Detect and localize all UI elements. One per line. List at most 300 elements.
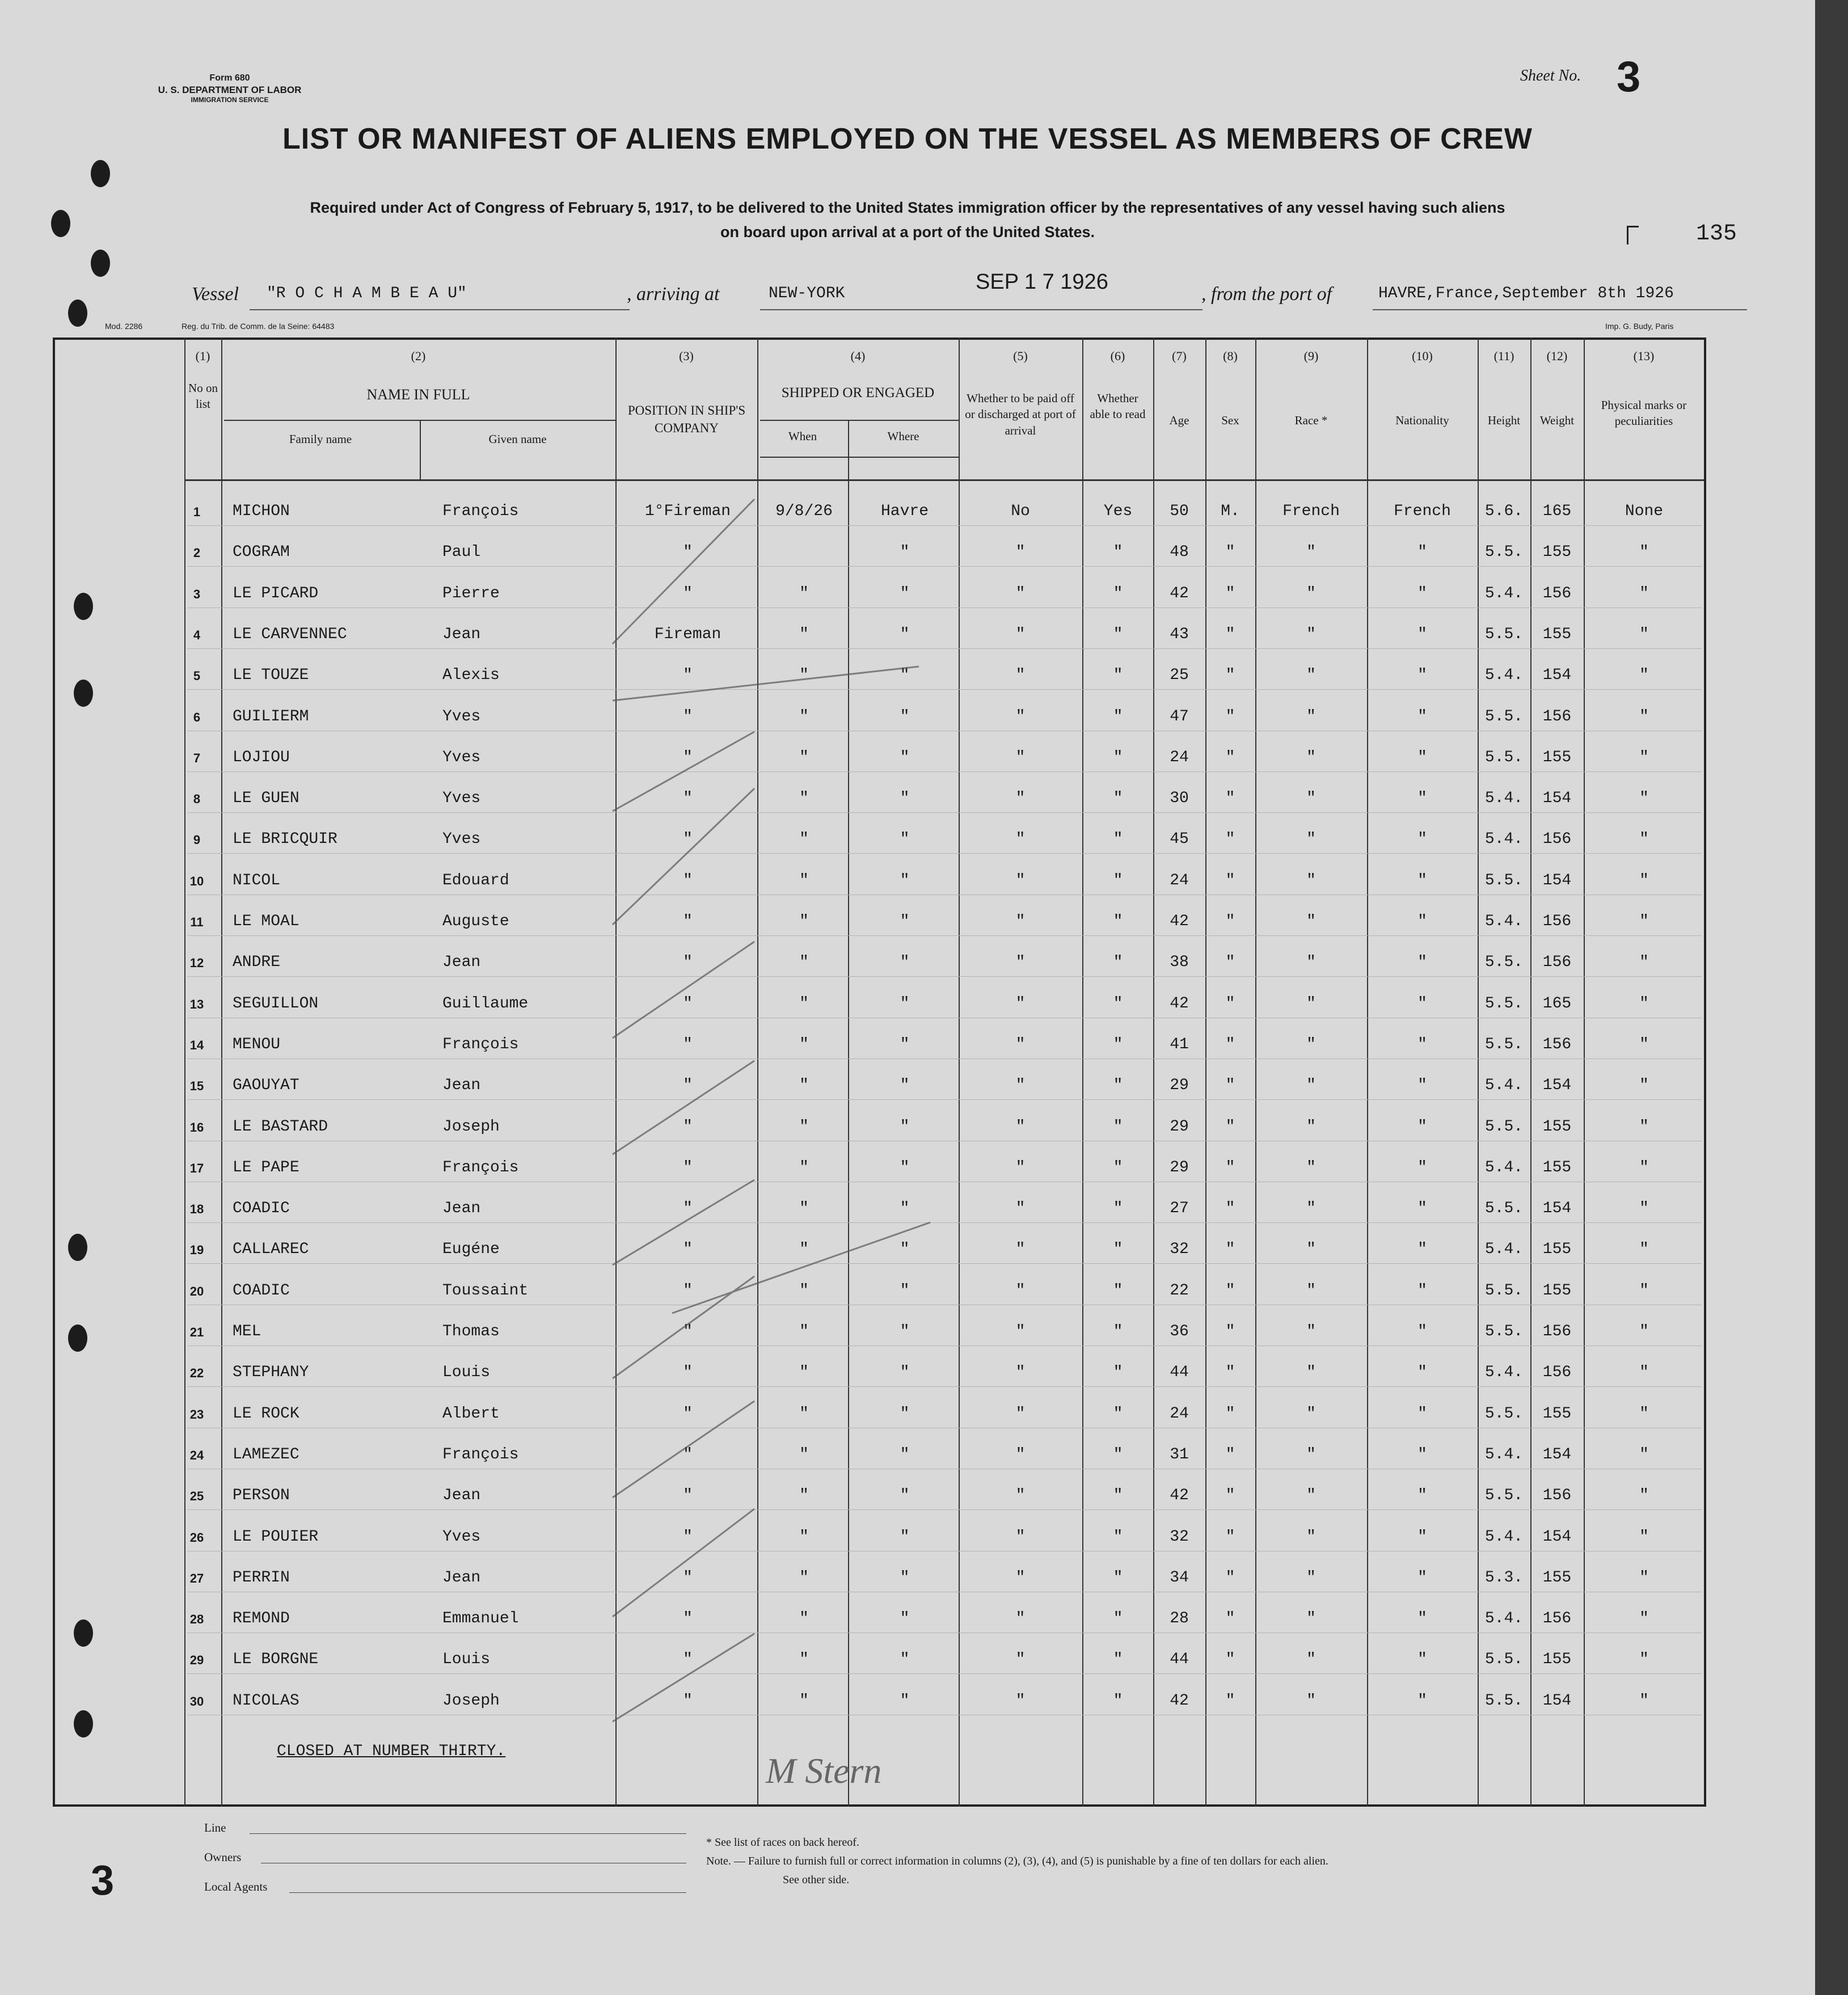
row-nationality: " — [1417, 1528, 1427, 1546]
row-age: 30 — [1170, 790, 1189, 808]
row-physical-marks: " — [1639, 543, 1649, 562]
row-position: " — [683, 994, 693, 1013]
row-given-name: Joseph — [442, 1692, 500, 1710]
row-number: 21 — [189, 1325, 204, 1339]
row-nationality: " — [1417, 1651, 1427, 1669]
row-race: " — [1306, 1610, 1316, 1628]
row-height: 5.5. — [1484, 707, 1524, 726]
row-number: 4 — [193, 627, 201, 642]
row-family-name: GAOUYAT — [233, 1077, 299, 1095]
row-family-name: LE MOAL — [233, 913, 299, 930]
row-sex: " — [1225, 830, 1235, 849]
row-physical-marks: " — [1639, 1487, 1649, 1505]
row-weight: 156 — [1542, 954, 1572, 972]
row-physical-marks: " — [1639, 1077, 1649, 1095]
row-age: 38 — [1170, 954, 1189, 972]
row-sex: " — [1225, 1241, 1235, 1259]
row-able-to-read: " — [1113, 1241, 1123, 1259]
row-able-to-read: " — [1113, 625, 1123, 643]
row-family-name: COADIC — [233, 1200, 290, 1218]
row-sex: " — [1225, 584, 1235, 602]
row-age: 29 — [1170, 1158, 1189, 1176]
row-given-name: Jean — [442, 1568, 481, 1587]
row-age: 34 — [1170, 1568, 1189, 1587]
row-height: 5.4. — [1484, 584, 1524, 602]
row-given-name: Louis — [442, 1364, 491, 1382]
row-height: 5.4. — [1484, 667, 1524, 685]
row-paid-off: " — [1015, 1035, 1026, 1053]
row-nationality: " — [1417, 830, 1427, 849]
row-age: 29 — [1170, 1117, 1189, 1136]
row-position: " — [683, 954, 693, 972]
col9-number: (9) — [1303, 349, 1319, 363]
row-able-to-read: " — [1113, 1281, 1123, 1300]
col7-number: (7) — [1172, 349, 1187, 363]
row-number: 14 — [189, 1037, 204, 1052]
row-weight: 154 — [1542, 1692, 1572, 1710]
row-weight: 165 — [1542, 994, 1572, 1013]
line-label: Line — [204, 1821, 226, 1834]
row-paid-off: " — [1015, 584, 1026, 602]
row-number: 19 — [189, 1243, 204, 1258]
row-age: 36 — [1170, 1323, 1189, 1340]
col12-number: (12) — [1546, 349, 1568, 363]
row-height: 5.4. — [1484, 913, 1524, 930]
row-sex: " — [1225, 1200, 1235, 1218]
row-shipped-when: " — [799, 748, 809, 766]
signature: M Stern — [766, 1751, 882, 1791]
row-position: " — [683, 584, 693, 602]
row-able-to-read: " — [1113, 830, 1123, 849]
row-shipped-when: " — [799, 625, 809, 643]
row-age: 32 — [1170, 1528, 1189, 1546]
sheet-label: Sheet No. — [1520, 67, 1581, 85]
row-shipped-where: " — [900, 1200, 910, 1218]
row-given-name: Alexis — [442, 667, 500, 685]
col8-number: (8) — [1223, 349, 1238, 363]
row-sex: " — [1225, 1610, 1235, 1628]
row-given-name: François — [442, 503, 519, 520]
row-height: 5.5. — [1484, 1487, 1524, 1505]
row-able-to-read: " — [1113, 1692, 1123, 1710]
row-position: " — [683, 1692, 693, 1710]
row-shipped-when: " — [799, 1281, 809, 1300]
row-shipped-where: " — [900, 1528, 910, 1546]
row-shipped-when: " — [799, 1445, 809, 1463]
row-nationality: " — [1417, 1364, 1427, 1382]
col11-number: (11) — [1493, 349, 1514, 363]
row-sex: " — [1225, 1323, 1235, 1340]
row-sex: " — [1225, 1445, 1235, 1463]
row-family-name: MENOU — [233, 1035, 281, 1053]
col12-label: Weight — [1539, 414, 1575, 427]
row-sex: " — [1225, 1158, 1235, 1176]
row-race: " — [1306, 1568, 1316, 1587]
row-given-name: Edouard — [442, 871, 509, 889]
mod-number: Mod. 2286 — [105, 322, 143, 331]
row-nationality: " — [1417, 748, 1427, 766]
page-edge — [1815, 0, 1848, 1995]
row-age: 42 — [1170, 1487, 1189, 1505]
row-number: 11 — [190, 915, 204, 929]
row-position: " — [683, 1568, 693, 1587]
row-shipped-when: " — [799, 1077, 809, 1095]
row-height: 5.5. — [1484, 543, 1524, 562]
row-able-to-read: " — [1113, 1035, 1123, 1053]
row-given-name: Jean — [442, 625, 481, 643]
row-physical-marks: " — [1639, 1323, 1649, 1340]
row-number: 22 — [189, 1366, 204, 1381]
vessel-label: Vessel — [192, 284, 239, 305]
row-shipped-where: " — [900, 1487, 910, 1505]
page-number: 135 — [1696, 221, 1737, 247]
row-able-to-read: " — [1113, 1323, 1123, 1340]
row-able-to-read: " — [1113, 994, 1123, 1013]
row-shipped-when: " — [799, 1487, 809, 1505]
row-paid-off: " — [1015, 1117, 1026, 1136]
row-nationality: " — [1417, 790, 1427, 808]
row-position: " — [683, 707, 693, 726]
row-sex: " — [1225, 1651, 1235, 1669]
row-race: " — [1306, 707, 1316, 726]
row-height: 5.3. — [1484, 1568, 1524, 1587]
race-note: * See list of races on back hereof. — [706, 1836, 859, 1849]
row-height: 5.5. — [1484, 954, 1524, 972]
row-physical-marks: " — [1639, 1651, 1649, 1669]
row-paid-off: " — [1015, 1200, 1026, 1218]
col8-label: Sex — [1221, 414, 1239, 427]
row-number: 17 — [189, 1161, 204, 1175]
row-physical-marks: " — [1639, 1692, 1649, 1710]
row-able-to-read: " — [1113, 871, 1123, 889]
row-height: 5.4. — [1484, 1364, 1524, 1382]
row-shipped-when: " — [799, 871, 809, 889]
row-number: 20 — [189, 1284, 204, 1298]
row-weight: 155 — [1542, 1404, 1572, 1423]
department-name: U. S. DEPARTMENT OF LABOR — [158, 85, 302, 95]
row-race: " — [1306, 1281, 1316, 1300]
row-position: " — [683, 1651, 693, 1669]
row-height: 5.5. — [1484, 625, 1524, 643]
row-given-name: Pierre — [442, 584, 500, 602]
printer-imprint: Imp. G. Budy, Paris — [1605, 322, 1674, 331]
row-paid-off: " — [1015, 625, 1026, 643]
row-height: 5.5. — [1484, 1117, 1524, 1136]
row-height: 5.4. — [1484, 1528, 1524, 1546]
row-physical-marks: " — [1639, 954, 1649, 972]
row-given-name: Toussaint — [442, 1281, 529, 1300]
row-nationality: " — [1417, 1568, 1427, 1587]
row-weight: 154 — [1542, 1528, 1572, 1546]
row-nationality: " — [1417, 1323, 1427, 1340]
row-height: 5.4. — [1484, 1610, 1524, 1628]
row-physical-marks: " — [1639, 748, 1649, 766]
row-number: 7 — [193, 750, 201, 765]
row-race: " — [1306, 790, 1316, 808]
row-shipped-where: " — [900, 830, 910, 849]
row-weight: 154 — [1542, 871, 1572, 889]
row-nationality: " — [1417, 913, 1427, 930]
row-position: " — [683, 1200, 693, 1218]
row-given-name: Emmanuel — [442, 1610, 519, 1628]
row-age: 50 — [1170, 503, 1189, 520]
row-physical-marks: " — [1639, 1158, 1649, 1176]
row-shipped-where: " — [900, 748, 910, 766]
given-name-label: Given name — [488, 432, 547, 446]
row-number: 26 — [189, 1530, 204, 1545]
row-position: " — [683, 830, 693, 849]
row-weight: 156 — [1542, 707, 1572, 726]
row-given-name: Yves — [442, 748, 481, 766]
row-given-name: Yves — [442, 790, 481, 808]
arrival-date-stamp: SEP 1 7 1926 — [976, 270, 1108, 294]
row-age: 24 — [1170, 748, 1189, 766]
row-able-to-read: " — [1113, 543, 1123, 562]
row-paid-off: " — [1015, 1241, 1026, 1259]
row-race: " — [1306, 667, 1316, 685]
row-number: 30 — [189, 1694, 204, 1709]
row-race: " — [1306, 1200, 1316, 1218]
row-age: 41 — [1170, 1035, 1189, 1053]
row-shipped-where: " — [900, 1077, 910, 1095]
pencil-slash — [613, 1061, 754, 1154]
row-position: " — [683, 1158, 693, 1176]
row-weight: 154 — [1542, 790, 1572, 808]
row-age: 24 — [1170, 871, 1189, 889]
row-physical-marks: " — [1639, 1200, 1649, 1218]
row-sex: " — [1225, 1568, 1235, 1587]
row-paid-off: " — [1015, 790, 1026, 808]
row-shipped-when: " — [799, 830, 809, 849]
row-nationality: " — [1417, 1200, 1427, 1218]
row-family-name: MICHON — [233, 503, 290, 520]
row-shipped-where: " — [900, 1364, 910, 1382]
row-family-name: PERSON — [233, 1487, 290, 1505]
row-weight: 156 — [1542, 1364, 1572, 1382]
row-shipped-where: " — [900, 625, 910, 643]
row-number: 15 — [189, 1079, 204, 1094]
row-able-to-read: " — [1113, 1364, 1123, 1382]
row-sex: " — [1225, 913, 1235, 930]
row-given-name: Yves — [442, 707, 481, 726]
page-mark: 3 — [91, 1857, 115, 1904]
row-position: " — [683, 790, 693, 808]
row-able-to-read: " — [1113, 1568, 1123, 1587]
owners-label: Owners — [204, 1850, 242, 1864]
row-position: " — [683, 1364, 693, 1382]
row-sex: " — [1225, 543, 1235, 562]
col10-number: (10) — [1412, 349, 1433, 363]
row-shipped-when: " — [799, 913, 809, 930]
col2-label: NAME IN FULL — [366, 386, 470, 403]
row-height: 5.5. — [1484, 1281, 1524, 1300]
row-physical-marks: " — [1639, 913, 1649, 930]
pencil-slash — [613, 788, 754, 925]
row-shipped-where: " — [900, 1241, 910, 1259]
row-shipped-when: " — [799, 1404, 809, 1423]
row-able-to-read: " — [1113, 954, 1123, 972]
row-shipped-when: " — [799, 1241, 809, 1259]
col5-label: Whether to be paid off or discharged at port of arrival — [965, 391, 1076, 437]
row-weight: 154 — [1542, 1445, 1572, 1463]
pencil-slash — [613, 942, 754, 1038]
row-age: 43 — [1170, 625, 1189, 643]
row-height: 5.4. — [1484, 830, 1524, 849]
row-sex: " — [1225, 790, 1235, 808]
row-nationality: " — [1417, 871, 1427, 889]
row-race: " — [1306, 830, 1316, 849]
row-shipped-when: 9/8/26 — [775, 503, 833, 520]
row-number: 6 — [193, 710, 201, 724]
row-position: " — [683, 1528, 693, 1546]
subtitle-line-2: on board upon arrival at a port of the United States. — [720, 223, 1095, 241]
row-shipped-where: " — [900, 543, 910, 562]
row-race: " — [1306, 543, 1316, 562]
row-number: 1 — [193, 505, 201, 519]
row-shipped-when: " — [799, 1117, 809, 1136]
row-weight: 154 — [1542, 1077, 1572, 1095]
row-race: " — [1306, 1528, 1316, 1546]
row-given-name: Jean — [442, 1487, 481, 1505]
row-age: 42 — [1170, 913, 1189, 930]
col6-label: Whether able to read — [1090, 391, 1146, 421]
col11-label: Height — [1487, 414, 1521, 427]
row-age: 32 — [1170, 1241, 1189, 1259]
row-physical-marks: " — [1639, 667, 1649, 685]
row-able-to-read: " — [1113, 1651, 1123, 1669]
registration: Reg. du Trib. de Comm. de la Seine: 64483 — [182, 322, 335, 331]
row-race: " — [1306, 1241, 1316, 1259]
row-shipped-where: " — [900, 1117, 910, 1136]
row-shipped-where: " — [900, 707, 910, 726]
row-number: 2 — [193, 546, 201, 560]
row-age: 25 — [1170, 667, 1189, 685]
col5-number: (5) — [1013, 349, 1028, 363]
row-nationality: " — [1417, 625, 1427, 643]
col3-label: POSITION IN SHIP'S COMPANY — [627, 403, 746, 436]
row-able-to-read: " — [1113, 1487, 1123, 1505]
row-paid-off: " — [1015, 913, 1026, 930]
row-family-name: LAMEZEC — [233, 1445, 299, 1463]
col1-label: No on list — [188, 381, 218, 411]
row-shipped-where: " — [900, 1323, 910, 1340]
row-age: 31 — [1170, 1445, 1189, 1463]
row-family-name: LOJIOU — [233, 748, 290, 766]
row-paid-off: " — [1015, 1568, 1026, 1587]
row-family-name: MEL — [233, 1323, 261, 1340]
col9-label: Race * — [1294, 414, 1328, 427]
pencil-slash — [613, 1509, 754, 1617]
row-shipped-where: " — [900, 790, 910, 808]
row-able-to-read: " — [1113, 1077, 1123, 1095]
row-weight: 156 — [1542, 1610, 1572, 1628]
row-able-to-read: " — [1113, 1404, 1123, 1423]
row-height: 5.4. — [1484, 1445, 1524, 1463]
row-sex: " — [1225, 1487, 1235, 1505]
closing-statement: CLOSED AT NUMBER THIRTY. — [277, 1743, 506, 1760]
row-nationality: " — [1417, 1077, 1427, 1095]
row-sex: " — [1225, 994, 1235, 1013]
col13-label: Physical marks or peculiarities — [1601, 398, 1687, 428]
row-family-name: LE CARVENNEC — [233, 625, 347, 643]
row-paid-off: " — [1015, 1610, 1026, 1628]
row-family-name: STEPHANY — [233, 1364, 309, 1382]
row-nationality: " — [1417, 1445, 1427, 1463]
row-number: 10 — [189, 874, 204, 888]
row-sex: " — [1225, 1692, 1235, 1710]
row-race: " — [1306, 1404, 1316, 1423]
row-shipped-when: " — [799, 1200, 809, 1218]
row-family-name: LE BASTARD — [233, 1117, 328, 1136]
row-family-name: LE POUIER — [233, 1528, 319, 1546]
row-physical-marks: " — [1639, 707, 1649, 726]
row-race: " — [1306, 871, 1316, 889]
subtitle-line-1: Required under Act of Congress of February 5, 1917, to be delivered to the United States immigration officer by the representatives of any vessel having such aliens — [310, 199, 1505, 216]
row-nationality: " — [1417, 994, 1427, 1013]
row-physical-marks: " — [1639, 790, 1649, 808]
row-shipped-when: " — [799, 1651, 809, 1669]
row-family-name: LE BORGNE — [233, 1651, 319, 1669]
row-paid-off: " — [1015, 1077, 1026, 1095]
row-family-name: SEGUILLON — [233, 994, 319, 1013]
row-weight: 154 — [1542, 1200, 1572, 1218]
row-given-name: Yves — [442, 830, 481, 849]
row-position: " — [683, 1117, 693, 1136]
when-label: When — [788, 429, 817, 443]
row-given-name: Eugéne — [442, 1241, 500, 1259]
row-weight: 155 — [1542, 1568, 1572, 1587]
row-physical-marks: " — [1639, 830, 1649, 849]
line-underline — [250, 1833, 686, 1834]
row-able-to-read: " — [1113, 748, 1123, 766]
row-physical-marks: " — [1639, 1568, 1649, 1587]
row-physical-marks: " — [1639, 1528, 1649, 1546]
service-name: IMMIGRATION SERVICE — [191, 96, 269, 104]
row-age: 27 — [1170, 1200, 1189, 1218]
col2-number: (2) — [411, 349, 426, 363]
penalty-note: Note. — Failure to furnish full or correct information in columns (2), (3), (4), and (5) is punishable by a fine of ten dollars for each alien. — [706, 1855, 1328, 1867]
row-paid-off: " — [1015, 994, 1026, 1013]
row-paid-off: " — [1015, 1323, 1026, 1340]
row-position: " — [683, 871, 693, 889]
row-race: " — [1306, 1445, 1316, 1463]
row-number: 18 — [189, 1202, 204, 1217]
row-physical-marks: " — [1639, 1610, 1649, 1628]
from-port: HAVRE,France,September 8th 1926 — [1378, 285, 1674, 302]
row-paid-off: " — [1015, 1528, 1026, 1546]
row-number: 29 — [189, 1653, 204, 1668]
row-position: Fireman — [654, 625, 722, 643]
row-sex: " — [1225, 1077, 1235, 1095]
row-family-name: ANDRE — [233, 954, 281, 972]
col7-label: Age — [1169, 414, 1189, 427]
row-shipped-when: " — [799, 790, 809, 808]
row-given-name: Jean — [442, 954, 481, 972]
row-race: " — [1306, 1487, 1316, 1505]
row-height: 5.4. — [1484, 790, 1524, 808]
row-race: " — [1306, 913, 1316, 930]
row-nationality: " — [1417, 584, 1427, 602]
row-paid-off: " — [1015, 748, 1026, 766]
row-given-name: Jean — [442, 1077, 481, 1095]
row-position: " — [683, 543, 693, 562]
row-able-to-read: " — [1113, 1200, 1123, 1218]
row-shipped-when: " — [799, 1158, 809, 1176]
row-height: 5.5. — [1484, 1651, 1524, 1669]
row-physical-marks: " — [1639, 584, 1649, 602]
row-height: 5.4. — [1484, 1158, 1524, 1176]
row-race: " — [1306, 1077, 1316, 1095]
